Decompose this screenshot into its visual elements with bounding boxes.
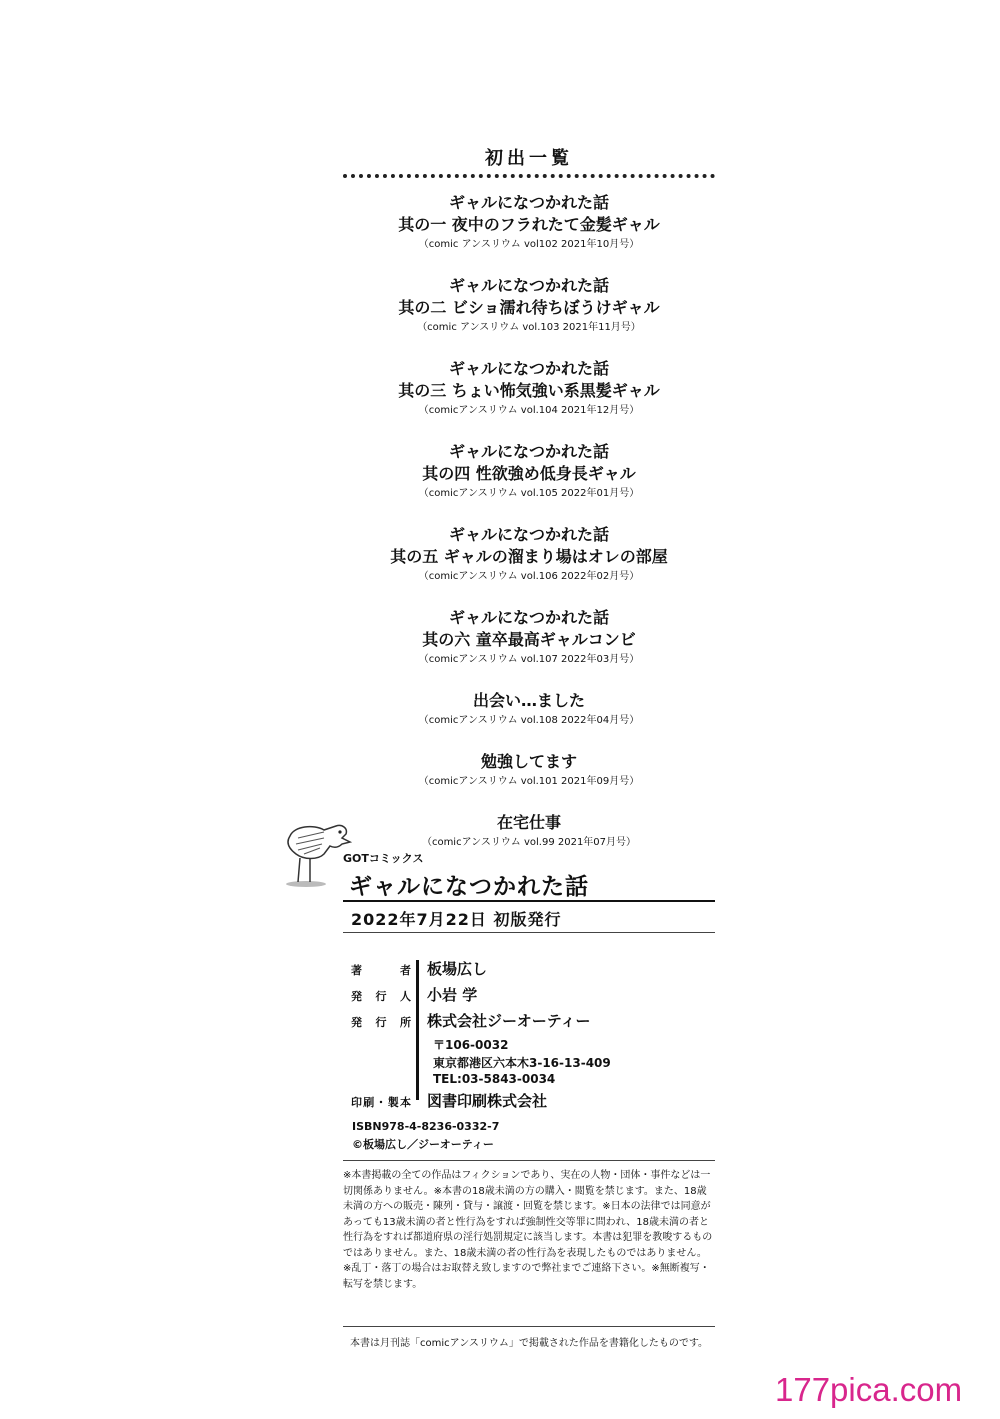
telephone: TEL:03-5843-0034 [433, 1072, 556, 1086]
credit-key: 著者 [351, 964, 411, 977]
imprint-label: GOTコミックス [343, 852, 424, 865]
toc-entry [343, 275, 715, 336]
title-divider [343, 900, 715, 902]
toc-title: 初出一覧 [485, 148, 573, 169]
credits-block [343, 958, 715, 1116]
toc-entry-series: ギャルになつかれた話 [448, 359, 609, 378]
toc-entry-source: （comicアンスリウム vol.108 2022年04月号） [418, 715, 640, 726]
toc-entry-series: ギャルになつかれた話 [448, 525, 609, 544]
publication-date: 2022年7月22日 初版発行 [351, 910, 562, 929]
toc-entry-source: （comicアンスリウム vol.99 2021年07月号） [421, 837, 637, 848]
watermark: 177pica.com [775, 1371, 963, 1408]
toc-entry-title: 其の一 夜中のフラれたて金髪ギャル [398, 215, 660, 234]
credit-row-publisher [343, 984, 715, 1010]
toc-entry-title: 其の三 ちょい怖気強い系黒髪ギャル [398, 381, 660, 400]
credit-key: 発行所 [351, 1016, 411, 1029]
toc-entry-title: 勉強してます [480, 752, 577, 771]
toc-entry-source: （comic アンスリウム vol102 2021年10月号） [418, 239, 640, 250]
credit-row-office [343, 1010, 715, 1036]
toc-entry-source: （comicアンスリウム vol.107 2022年03月号） [418, 654, 640, 665]
isbn-divider [343, 1160, 715, 1161]
toc-entry-source: （comicアンスリウム vol.104 2021年12月号） [418, 405, 640, 416]
toc-entry-series: ギャルになつかれた話 [448, 608, 609, 627]
toc-entry-title: 其の二 ビショ濡れ待ちぼうけギャル [398, 298, 660, 317]
copyright: ©板場広し／ジーオーティー [352, 1138, 494, 1151]
toc-entry-series: ギャルになつかれた話 [448, 442, 609, 461]
toc-entry-title: 在宅仕事 [496, 813, 561, 832]
toc-list [343, 192, 715, 873]
toc-entry-source: （comicアンスリウム vol.105 2022年01月号） [418, 488, 640, 499]
postal-code: 〒106-0032 [433, 1038, 509, 1052]
toc-entry [343, 441, 715, 502]
toc-entry [343, 192, 715, 253]
toc-entry-title: 其の六 童卒最高ギャルコンビ [422, 630, 636, 649]
isbn: ISBN978-4-8236-0332-7 [352, 1120, 500, 1133]
toc-entry [343, 524, 715, 585]
notice-divider [343, 1326, 715, 1327]
credit-key: 印刷・製本 [351, 1096, 411, 1109]
toc-entry-source: （comic アンスリウム vol.103 2021年11月号） [417, 322, 641, 333]
toc-entry-title: 其の五 ギャルの溜まり場はオレの部屋 [390, 547, 668, 566]
toc-entry-series: ギャルになつかれた話 [448, 193, 609, 212]
toc-entry-title: 其の四 性欲強め低身長ギャル [422, 464, 636, 483]
credit-row-printer [343, 1090, 715, 1116]
credit-value: 小岩 学 [427, 986, 478, 1004]
credit-value: 株式会社ジーオーティー [427, 1012, 591, 1030]
credit-key: 発行人 [351, 990, 411, 1003]
address: 東京都港区六本木3-16-13-409 [433, 1056, 611, 1070]
toc-entry [343, 690, 715, 729]
credit-value: 図書印刷株式会社 [427, 1092, 548, 1110]
footer-note: 本書は月刊誌「comicアンスリウム」で掲載された作品を書籍化したものです。 [350, 1338, 709, 1349]
isbn-block [352, 1118, 499, 1154]
dotted-divider [343, 174, 715, 178]
toc-entry-source: （comicアンスリウム vol.101 2021年09月号） [418, 776, 640, 787]
toc-entry [343, 812, 715, 851]
credit-value: 板場広し [427, 960, 488, 978]
legal-notice: ※本書掲載の全ての作品はフィクションであり、実在の人物・団体・事件などは一切関係ありません。※本書の18歳未満の方の購入・閲覧を禁じます。また、18歳未満の方への販売・陳列・貸与・譲渡・回覧を禁じます。※日本の法律では同意があっても13歳未満の者と性行為をすれば強制性交等罪に問われ、18歳未満の者と性行為をすれば都道府県の淫行処罰規定に該当します。本書は犯罪を教唆するものではありません。また、18歳未満の者の性行為を表現したものではありません。※乱丁・落丁の場合はお取替え致しますので弊社までご連絡下さい。※無断複写・転写を禁じます。 [343, 1170, 713, 1290]
toc-entry [343, 751, 715, 790]
date-divider [343, 932, 715, 933]
toc-entry-title: 出会い…ました [472, 691, 585, 710]
toc-entry [343, 358, 715, 419]
credit-row-author [343, 958, 715, 984]
toc-entry [343, 607, 715, 668]
toc-entry-source: （comicアンスリウム vol.106 2022年02月号） [418, 571, 640, 582]
book-title: ギャルになつかれた話 [349, 874, 589, 900]
toc-entry-series: ギャルになつかれた話 [448, 276, 609, 295]
